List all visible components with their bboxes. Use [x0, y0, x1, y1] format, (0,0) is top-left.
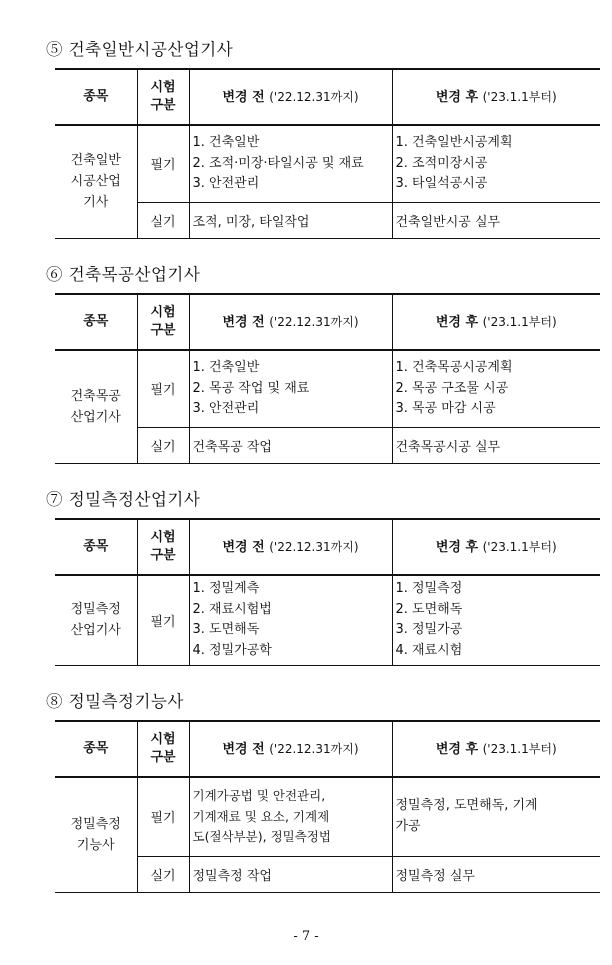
- before-subjects: 1. 건축일반 2. 조적·미장·타일시공 및 재료 3. 안전관리: [189, 125, 392, 202]
- page-number: - 7 -: [293, 929, 319, 944]
- table-header-row: [55, 721, 600, 777]
- header-after: 변경 후 ('23.1.1부터): [392, 69, 600, 125]
- table-row: [55, 350, 600, 427]
- header-before: 변경 전 ('22.12.31까지): [189, 519, 392, 575]
- table-row: [55, 427, 600, 463]
- item-name: 정밀측정 산업기사: [70, 602, 121, 639]
- before-subjects: 기계가공법 및 안전관리, 기계재료 및 요소, 기계제 도(절삭부분), 정밀측정법: [189, 777, 392, 856]
- exam-type-practical: 실기: [137, 856, 189, 892]
- exam-type-practical: 실기: [137, 427, 189, 463]
- after-practical: 건축목공시공 실무: [392, 427, 600, 463]
- table-row: [55, 575, 600, 665]
- after-subjects: 1. 건축일반시공계획 2. 조적미장시공 3. 타일석공시공: [392, 125, 600, 202]
- section-title: ⑤ 건축일반시공산업기사: [46, 40, 234, 59]
- header-exam-type: 시험 구분: [137, 294, 189, 350]
- header-item: 종목: [55, 519, 137, 575]
- after-subjects: 정밀측정, 도면해독, 기계 가공: [392, 777, 600, 856]
- header-item: 종목: [55, 721, 137, 777]
- header-before: 변경 전 ('22.12.31까지): [189, 721, 392, 777]
- table-row: [55, 125, 600, 202]
- table-header-row: [55, 69, 600, 125]
- header-exam-type: 시험 구분: [137, 721, 189, 777]
- header-exam-type: 시험 구분: [137, 519, 189, 575]
- exam-type-written: 필기: [137, 350, 189, 427]
- after-subjects: 1. 건축목공시공계획 2. 목공 구조물 시공 3. 목공 마감 시공: [392, 350, 600, 427]
- item-name: 정밀측정 기능사: [70, 816, 121, 853]
- exam-change-table: [55, 518, 600, 666]
- before-practical: 건축목공 작업: [189, 427, 392, 463]
- before-practical: 정밀측정 작업: [189, 856, 392, 892]
- exam-type-written: 필기: [137, 575, 189, 665]
- header-after: 변경 후 ('23.1.1부터): [392, 721, 600, 777]
- header-after: 변경 후 ('23.1.1부터): [392, 294, 600, 350]
- exam-type-written: 필기: [137, 125, 189, 202]
- before-subjects: 1. 정밀계측 2. 재료시험법 3. 도면해독 4. 정밀가공학: [189, 575, 392, 665]
- header-before: 변경 전 ('22.12.31까지): [189, 294, 392, 350]
- exam-type-practical: 실기: [137, 202, 189, 238]
- item-name: 건축일반 시공산업 기사: [70, 153, 121, 211]
- table-row: [55, 777, 600, 856]
- after-practical: 정밀측정 실무: [392, 856, 600, 892]
- after-subjects: 1. 정밀측정 2. 도면해독 3. 정밀가공 4. 재료시험: [392, 575, 600, 665]
- section-title: ⑧ 정밀측정기능사: [46, 692, 184, 711]
- exam-change-table: [55, 720, 600, 893]
- section-title: ⑦ 정밀측정산업기사: [46, 490, 201, 509]
- before-practical: 조적, 미장, 타일작업: [189, 202, 392, 238]
- exam-change-table: [55, 293, 600, 464]
- header-exam-type: 시험 구분: [137, 69, 189, 125]
- after-practical: 건축일반시공 실무: [392, 202, 600, 238]
- header-item: 종목: [55, 69, 137, 125]
- exam-change-table: [55, 68, 600, 239]
- item-name: 건축목공 산업기사: [70, 388, 121, 425]
- table-row: [55, 202, 600, 238]
- exam-type-written: 필기: [137, 777, 189, 856]
- header-item: 종목: [55, 294, 137, 350]
- section-title: ⑥ 건축목공산업기사: [46, 265, 201, 284]
- table-row: [55, 856, 600, 892]
- table-header-row: [55, 294, 600, 350]
- table-header-row: [55, 519, 600, 575]
- header-before: 변경 전 ('22.12.31까지): [189, 69, 392, 125]
- before-subjects: 1. 건축일반 2. 목공 작업 및 재료 3. 안전관리: [189, 350, 392, 427]
- header-after: 변경 후 ('23.1.1부터): [392, 519, 600, 575]
